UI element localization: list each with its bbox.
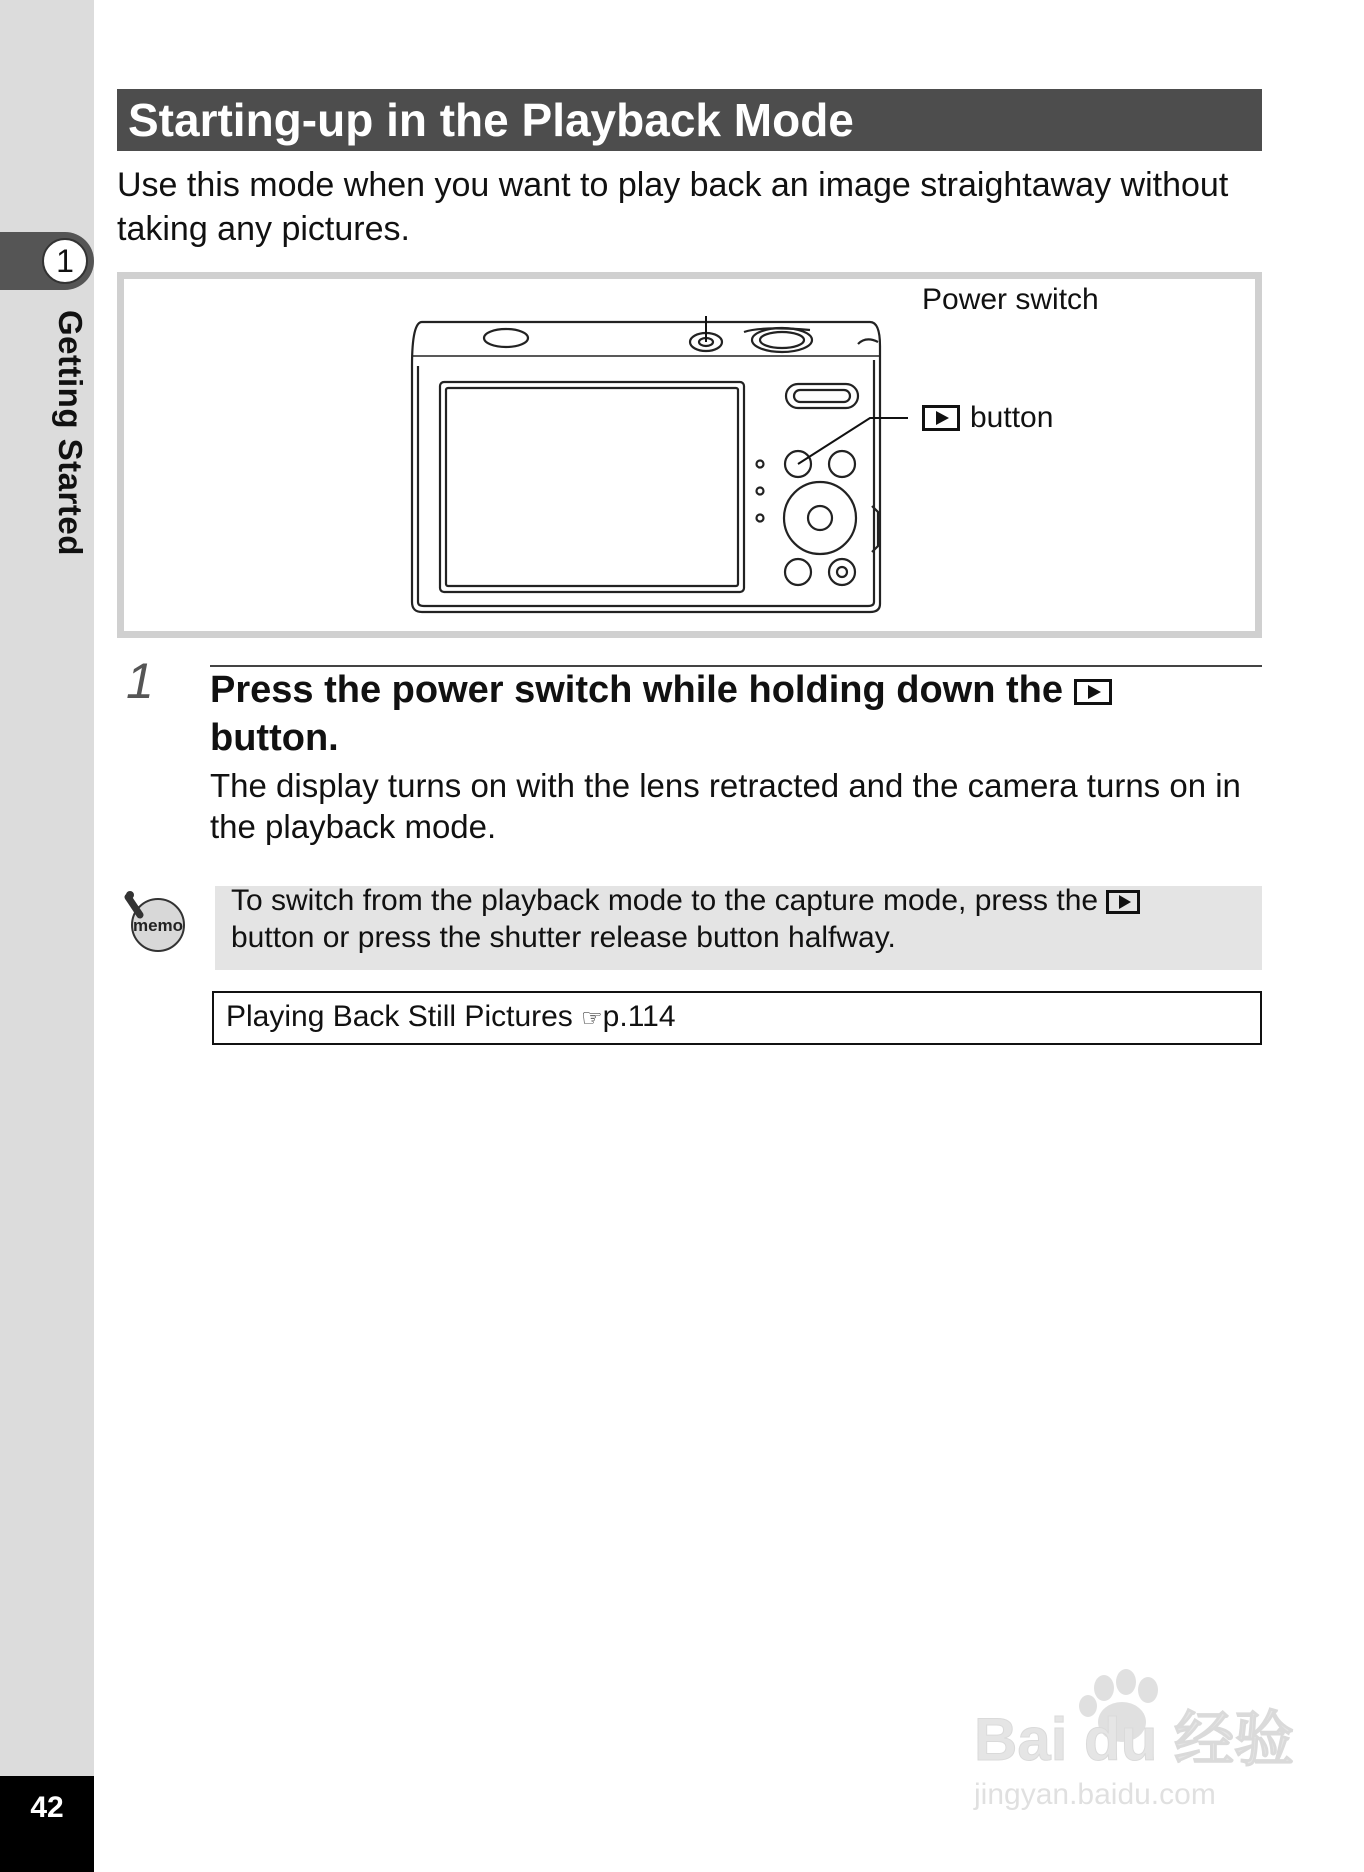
- callout-playback-label: button: [970, 401, 1054, 434]
- chapter-title: Getting Started: [52, 310, 89, 556]
- memo-icon: [122, 889, 188, 955]
- memo-text-end: button or press the shutter release button halfway.: [231, 921, 896, 954]
- reference-page: p.114: [602, 1000, 676, 1033]
- watermark-url: jingyan.baidu.com: [974, 1778, 1216, 1811]
- step-title-text: Press the power switch while holding down the: [210, 669, 1063, 711]
- watermark-brand: Bai du 经验: [974, 1706, 1294, 1773]
- baidu-watermark: [964, 1664, 1294, 1824]
- step-title-end: button.: [210, 717, 339, 759]
- callout-power-switch: Power switch: [922, 283, 1099, 316]
- camera-back-illustration: [410, 316, 930, 626]
- pointing-hand-icon: ☞: [581, 1005, 603, 1032]
- callout-playback-button: [922, 401, 1053, 435]
- step-number: 1: [126, 653, 154, 709]
- page-number: 42: [30, 1791, 64, 1824]
- section-title: Starting-up in the Playback Mode: [128, 94, 854, 146]
- step-description: The display turns on with the lens retracted and the camera turns on in the playback mode.: [210, 767, 1241, 845]
- svg-text:memo: memo: [132, 916, 184, 935]
- reference-label: Playing Back Still Pictures: [226, 1000, 573, 1033]
- playback-icon: [1074, 679, 1112, 705]
- memo-text-start: To switch from the playback mode to the capture mode, press the: [231, 884, 1099, 917]
- playback-icon: [922, 405, 960, 431]
- step-title: [210, 666, 1262, 762]
- playback-icon: [1106, 890, 1140, 914]
- chapter-number: 1: [42, 238, 88, 284]
- memo-text: [231, 882, 1261, 956]
- intro-paragraph: Use this mode when you want to play back an image straightaway without taking any pictures.: [117, 166, 1229, 248]
- page-reference[interactable]: [226, 991, 676, 1045]
